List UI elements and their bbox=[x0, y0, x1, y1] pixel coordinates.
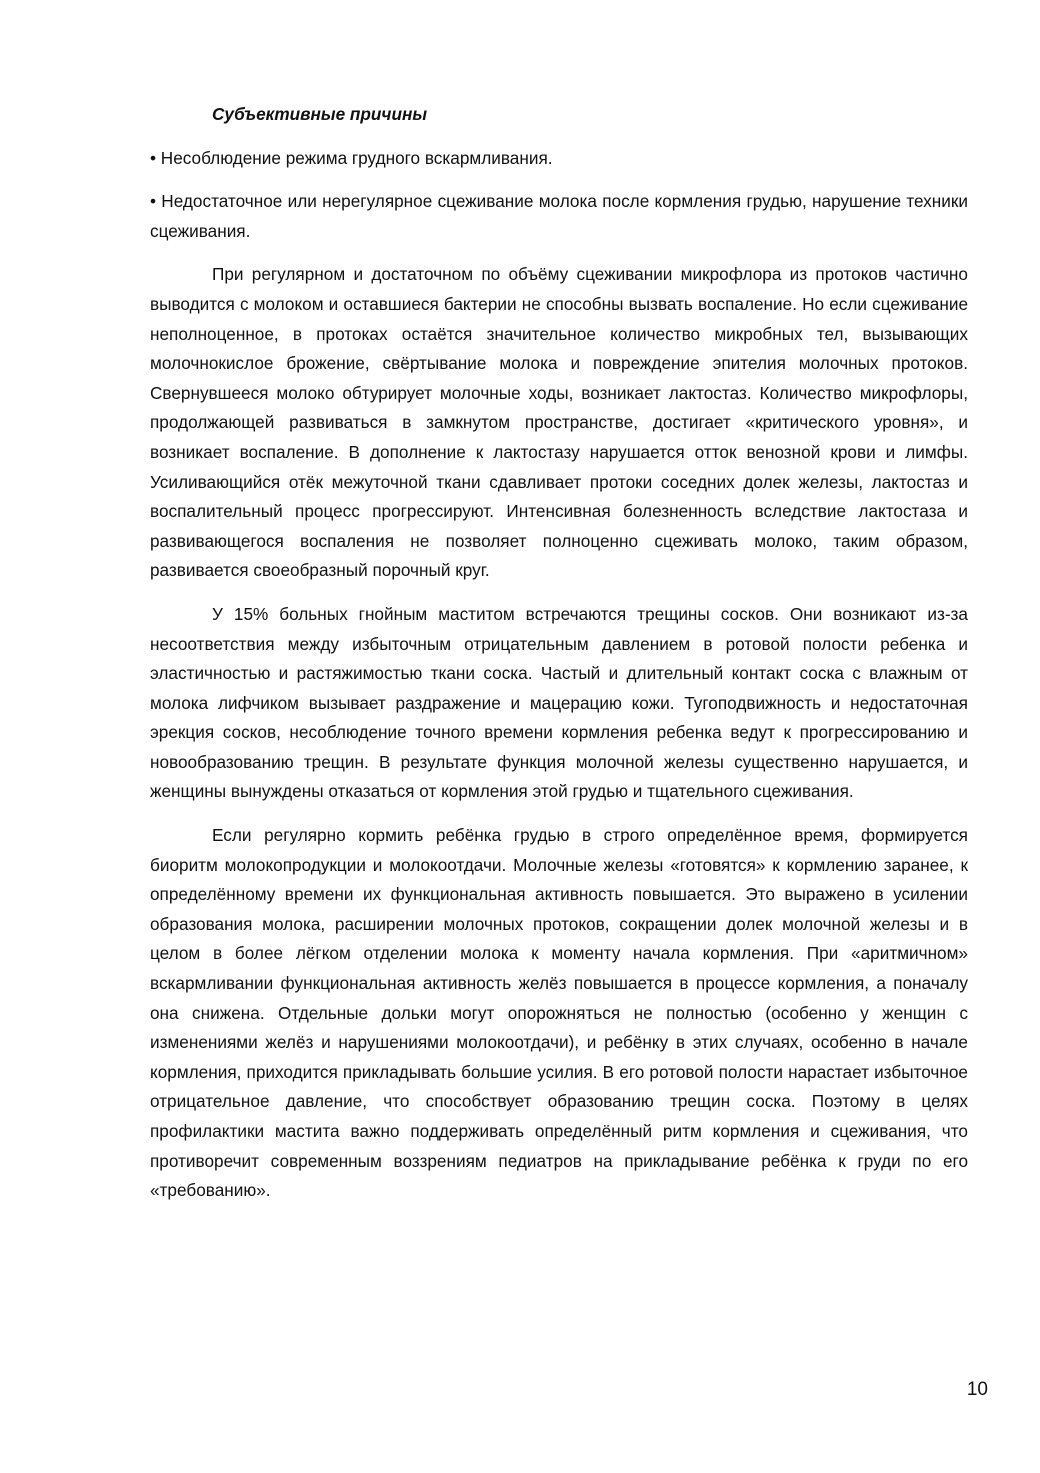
body-paragraph-lactostasis: При регулярном и достаточном по объёму сцеживании микрофлора из протоков частично выводится с молоком и оставшиеся бактерии не способны вызвать воспаление. Но если сцеживание неполноценное, в протоках остаётся значительное количество микробных тел, вызывающих молочнокислое брожение, свёртывание молока и повреждение эпителия молочных протоков. Свернувшееся молоко обтурирует молочные ходы, возникает лактостаз. Количество микрофлоры, продолжающей развиваться в замкнутом пространстве, достигает «критического уровня», и возникает воспаление. В дополнение к лактостазу нарушается отток венозной крови и лимфы. Усиливающийся отёк межуточной ткани сдавливает протоки соседних долек железы, лактостаз и воспалительный процесс прогрессируют. Интенсивная болезненность вследствие лактостаза и развивающегося воспаления не позволяет полноценно сцеживать молоко, таким образом, развивается своеобразный порочный круг. bbox=[150, 264, 968, 581]
page-content bbox=[150, 100, 968, 1220]
bullet-item-feeding-regime: • Несоблюдение режима грудного вскармливания. bbox=[150, 147, 553, 168]
section-heading: Субъективные причины bbox=[212, 104, 428, 124]
body-paragraph-nipple-cracks: У 15% больных гнойным маститом встречаются трещины сосков. Они возникают из-за несоответствия между избыточным отрицательным давлением в ротовой полости ребенка и эластичностью и растяжимостью ткани соска. Частый и длительный контакт соска с влажным от молока лифчиком вызывает раздражение и мацерацию кожи. Тугоподвижность и недостаточная эрекция сосков, несоблюдение точного времени кормления ребенка ведут к прогрессированию и новообразованию трещин. В результате функция молочной железы существенно нарушается, и женщины вынуждены отказаться от кормления этой грудью и тщательного сцеживания. bbox=[150, 603, 968, 802]
page-number: 10 bbox=[966, 1379, 988, 1400]
body-paragraph-feeding-rhythm: Если регулярно кормить ребёнка грудью в строго определённое время, формируется биоритм молокопродукции и молокоотдачи. Молочные железы «готовятся» к кормлению заранее, к определённому времени их функциональная активность повышается. Это выражено в усилении образования молока, расширении молочных протоков, сокращении долек молочной железы и в целом в более лёгком отделении молока к моменту начала кормления. При «аритмичном» вскармливании функциональная активность желёз повышается в процессе кормления, а поначалу она снижена. Отдельные дольки могут опорожняться не полностью (особенно у женщин с изменениями желёз и нарушениями молокоотдачи), и ребёнку в этих случаях, особенно в начале кормления, приходится прикладывать большие усилия. В его ротовой полости нарастает избыточное отрицательное давление, что способствует образованию трещин соска. Поэтому в целях профилактики мастита важно поддерживать определённый ритм кормления и сцеживания, что противоречит современным воззрениям педиатров на прикладывание ребёнка к груди по его «требованию». bbox=[150, 825, 968, 1201]
bullet-item-expression: • Недостаточное или нерегулярное сцеживание молока после кормления грудью, нарушение техники сцеживания. bbox=[150, 191, 968, 241]
